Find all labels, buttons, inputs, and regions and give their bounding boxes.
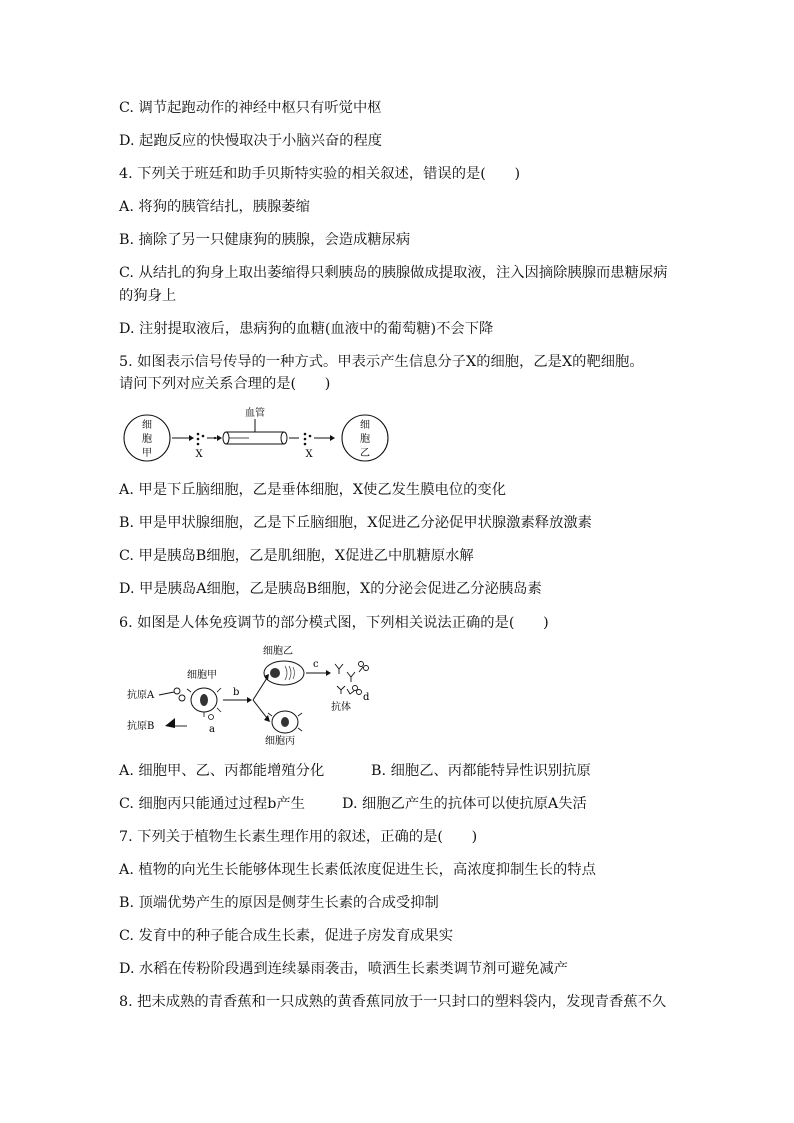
cell-jia-char1: 细 [142,420,152,431]
q3-option-d: D. 起跑反应的快慢取决于小脑兴奋的程度 [119,133,383,149]
q6-option-d: D. 细胞乙产生的抗体可以使抗原A失活 [342,796,587,812]
q4-option-b: B. 摘除了另一只健康狗的胰腺，会造成糖尿病 [119,232,411,248]
q5-stem-line1: 5. 如图表示信号传导的一种方式。甲表示产生信息分子X的细胞，乙是X的靶细胞。 [119,354,644,370]
q7-option-b: B. 顶端优势产生的原因是侧芽生长素的合成受抑制 [119,895,439,911]
q6-option-a: A. 细胞甲、乙、丙都能增殖分化 [119,763,325,779]
cell-jia-char2: 胞 [142,434,152,445]
label-a: a [209,724,215,735]
cell-jia-char3: 甲 [142,448,152,459]
label-c: c [313,659,319,670]
q4-option-d: D. 注射提取液后，患病狗的血糖(血液中的葡萄糖)不会下降 [119,321,494,337]
q4-stem: 4. 下列关于班廷和助手贝斯特实验的相关叙述，错误的是( ) [119,166,521,182]
q7-option-c: C. 发育中的种子能合成生长素，促进子房发育成果实 [119,928,454,944]
q5-option-a: A. 甲是下丘脑细胞，乙是垂体细胞，X使乙发生膜电位的变化 [119,482,507,498]
cell-yi-char1: 细 [360,420,370,431]
cell-yi-label: 细胞乙 [263,646,293,657]
antibodies [335,662,369,695]
cell-yi-char2: 胞 [360,434,370,445]
antigen-a-label: 抗原A [127,690,155,701]
cell-yi-char3: 乙 [360,448,370,459]
cell-jia-label: 细胞甲 [187,670,217,681]
arrow-head-1 [189,435,194,441]
q3-option-c: C. 调节起跑动作的神经中枢只有听觉中枢 [119,100,382,116]
q7-stem: 7. 下列关于植物生长素生理作用的叙述，正确的是( ) [119,829,478,845]
arrow-head-2 [330,435,335,441]
q8-stem: 8. 把未成熟的青香蕉和一只成熟的黄香蕉同放于一只封口的塑料袋内，发现青香蕉不久 [119,994,667,1010]
antibody-label: 抗体 [331,702,351,713]
label-d: d [363,692,370,703]
q4-option-c-line1: C. 从结扎的狗身上取出萎缩得只剩胰岛的胰腺做成提取液，注入因摘除胰腺而患糖尿病 [119,265,668,281]
q7-option-a: A. 植物的向光生长能够体现生长素低浓度促进生长，高浓度抑制生长的特点 [119,862,596,878]
cell-bing-label: 细胞丙 [265,736,295,747]
q6-option-b: B. 细胞乙、丙都能特异性识别抗原 [371,763,591,779]
q5-option-d: D. 甲是胰岛A细胞，乙是胰岛B细胞，X的分泌会促进乙分泌胰岛素 [119,581,542,597]
q5-option-c: C. 甲是胰岛B细胞，乙是肌细胞，X促进乙中肌糖原水解 [119,548,474,564]
vessel-label: 血管 [245,408,265,419]
q7-option-d: D. 水稻在传粉阶段遇到连续暴雨袭击，喷洒生长素类调节剂可避免减产 [119,961,568,977]
q4-option-c-line2: 的狗身上 [119,288,177,304]
q6-option-c: C. 细胞丙只能通过过程b产生 [119,796,305,812]
x-label-left: X [195,449,203,460]
label-b: b [233,687,240,698]
q5-option-b: B. 甲是甲状腺细胞，乙是下丘脑细胞，X促进乙分泌促甲状腺激素释放激素 [119,515,592,531]
blood-vessel [223,419,287,444]
q6-immune-figure [119,642,379,748]
q6-stem: 6. 如图是人体免疫调节的部分模式图，下列相关说法正确的是( ) [119,615,549,631]
q5-signal-figure [119,402,399,474]
antigen-b-triangle [165,718,175,728]
q5-stem-line2: 请问下列对应关系合理的是( ) [119,376,331,392]
antigen-b-label: 抗原B [127,721,155,732]
q4-option-a: A. 将狗的胰管结扎，胰腺萎缩 [119,199,310,215]
x-label-right: X [305,449,313,460]
